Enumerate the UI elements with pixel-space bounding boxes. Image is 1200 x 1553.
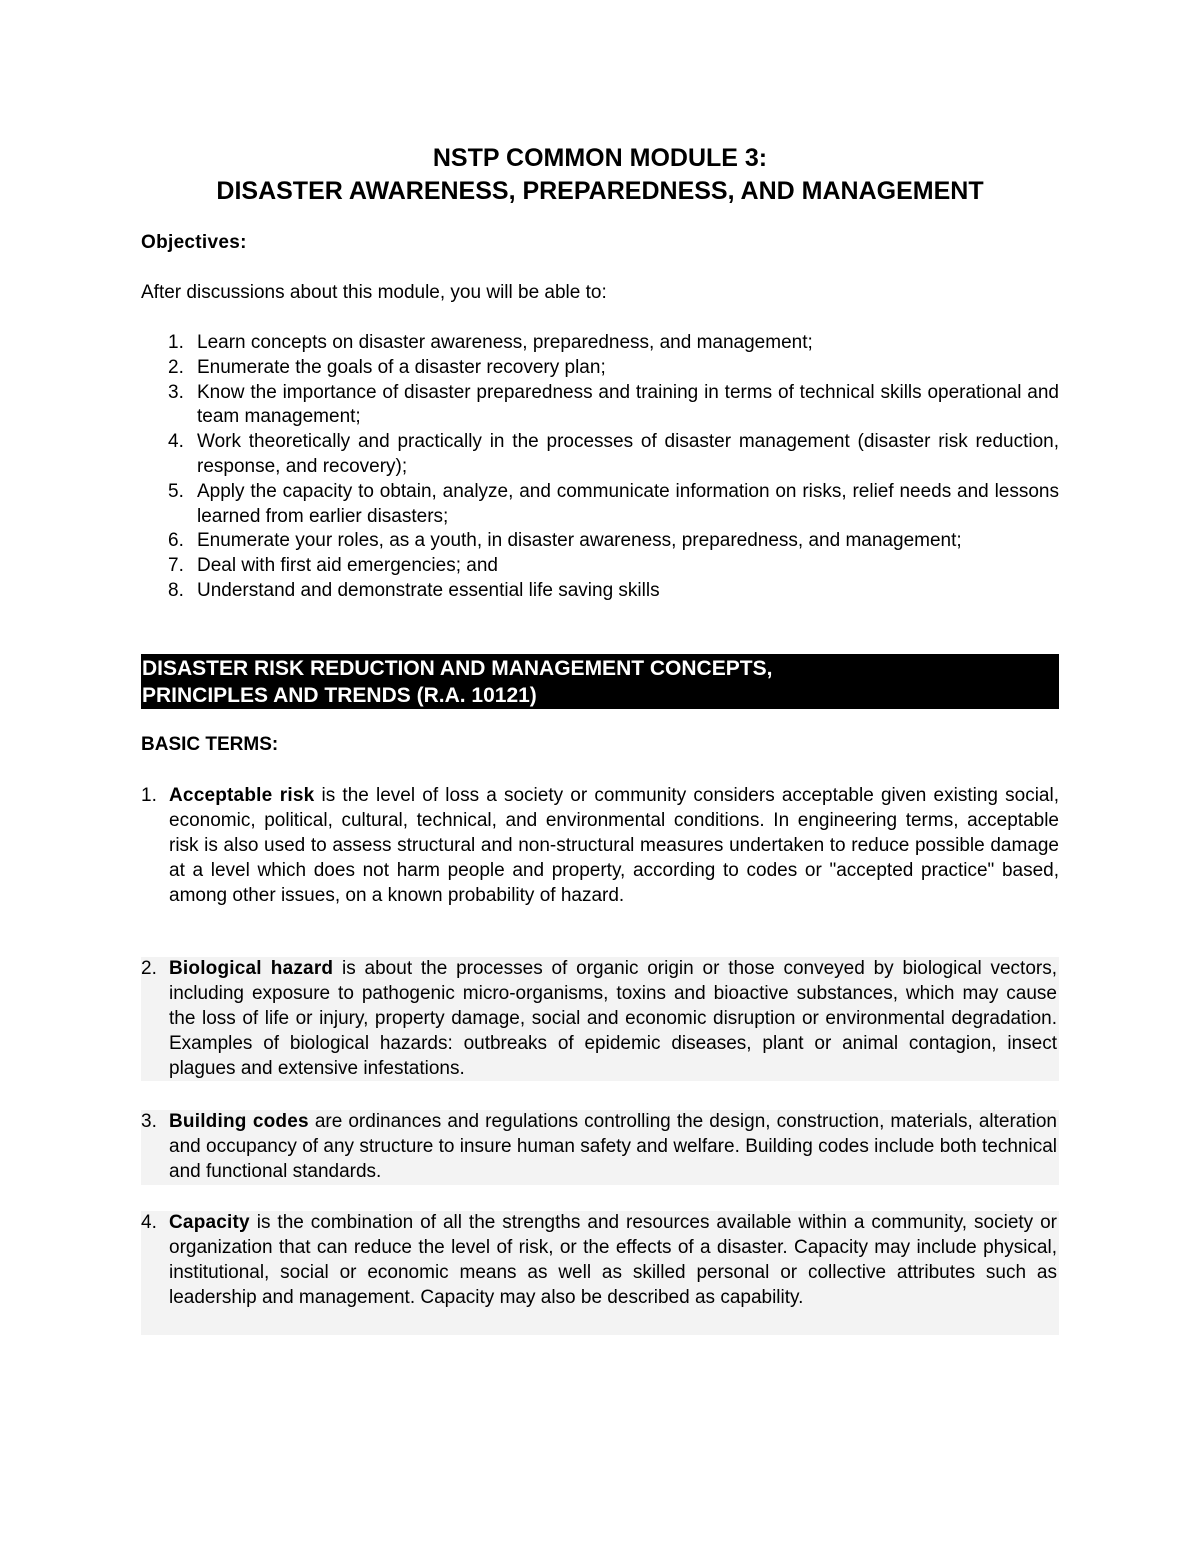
list-item [141, 430, 1059, 480]
list-number: 3. [168, 381, 184, 403]
list-item-text: Learn concepts on disaster awareness, preparedness, and management; [197, 332, 813, 353]
list-number: 6. [168, 530, 184, 552]
list-item [141, 529, 1059, 554]
list-item-text: Understand and demonstrate essential life saving skills [197, 579, 660, 601]
objectives-list [141, 331, 1059, 604]
list-number: 8. [168, 579, 184, 601]
list-number: 2. [168, 356, 184, 378]
objectives-intro: After discussions about this module, you will be able to: [141, 282, 607, 303]
list-number: 5. [168, 480, 184, 502]
term-definition: are ordinances and regulations controlling the design, construction, materials, alteration and occupancy of any structure to insure human safety and welfare. Building codes include both technical and functional standards. [169, 1111, 1057, 1182]
objectives-heading: Objectives: [141, 232, 247, 253]
list-item-text: Enumerate the goals of a disaster recovery plan; [197, 356, 606, 378]
list-item-text: Enumerate your roles, as a youth, in disaster awareness, preparedness, and management; [197, 530, 962, 552]
page-title [141, 142, 1059, 208]
list-item-text: Deal with first aid emergencies; and [197, 555, 498, 577]
list-number: 4. [168, 431, 184, 453]
banner-line-1: DISASTER RISK REDUCTION AND MANAGEMENT CONCEPTS, [142, 657, 773, 680]
list-item-text: Apply the capacity to obtain, analyze, and communicate information on risks, relief needs and lessons learned from earlier disasters; [197, 480, 1059, 527]
list-item [141, 554, 1059, 579]
term-definition: is about the processes of organic origin or those conveyed by biological vectors, including exposure to pathogenic micro-organisms, toxins and bioactive substances, which may cause the loss of life or injury, property damage, social and economic disruption or environmental degradation. Examples of biological hazards: outbreaks of epidemic diseases, plant or animal contagion, insect plagues and extensive infestations. [169, 958, 1057, 1079]
list-item [141, 579, 1059, 604]
term-name: Capacity [169, 1212, 250, 1233]
term-body [169, 1110, 1059, 1185]
term-name: Building codes [169, 1111, 309, 1132]
term-item-biological-hazard [141, 957, 1059, 1081]
list-item [141, 381, 1059, 431]
banner-line-2: PRINCIPLES AND TRENDS (R.A. 10121) [142, 684, 537, 707]
term-number: 1. [141, 785, 157, 806]
list-item [141, 480, 1059, 530]
term-name: Acceptable risk [169, 785, 315, 806]
term-body [169, 784, 1059, 909]
term-item-building-codes [141, 1110, 1059, 1185]
term-body [169, 1211, 1059, 1311]
term-number: 2. [141, 958, 157, 979]
list-number: 1. [168, 332, 184, 353]
term-definition: is the combination of all the strengths and resources available within a community, society or organization that can reduce the level of risk, or the effects of a disaster. Capacity may include physical, institutional, social or economic means as well as skilled personal or collective attributes such as leadership and management. Capacity may also be described as capability. [169, 1212, 1057, 1308]
title-line-1: NSTP COMMON MODULE 3: [432, 144, 768, 172]
term-number: 3. [141, 1111, 157, 1132]
list-item [141, 331, 1059, 356]
basic-terms-heading: BASIC TERMS: [141, 734, 279, 755]
list-item-text: Work theoretically and practically in the processes of disaster management (disaster risk reduction, response, and recovery); [197, 431, 1059, 477]
list-item-text: Know the importance of disaster preparedness and training in terms of technical skills operational and team management; [197, 381, 1059, 428]
list-number: 7. [168, 555, 184, 577]
term-name: Biological hazard [169, 958, 334, 979]
term-number: 4. [141, 1212, 157, 1233]
term-item-capacity [141, 1211, 1059, 1335]
term-definition: is the level of loss a society or community considers acceptable given existing social, economic, political, cultural, technical, and environmental conditions. In engineering terms, acceptable risk is also used to assess structural and non-structural measures undertaken to reduce possible damage at a level which does not harm people and property, according to codes or "accepted practice" based, among other issues, on a known probability of hazard. [169, 785, 1059, 906]
term-body [169, 957, 1059, 1082]
section-banner [141, 654, 1059, 709]
term-item-acceptable-risk [141, 784, 1059, 909]
title-line-2: DISASTER AWARENESS, PREPAREDNESS, AND MANAGEMENT [216, 177, 984, 205]
list-item [141, 356, 1059, 381]
